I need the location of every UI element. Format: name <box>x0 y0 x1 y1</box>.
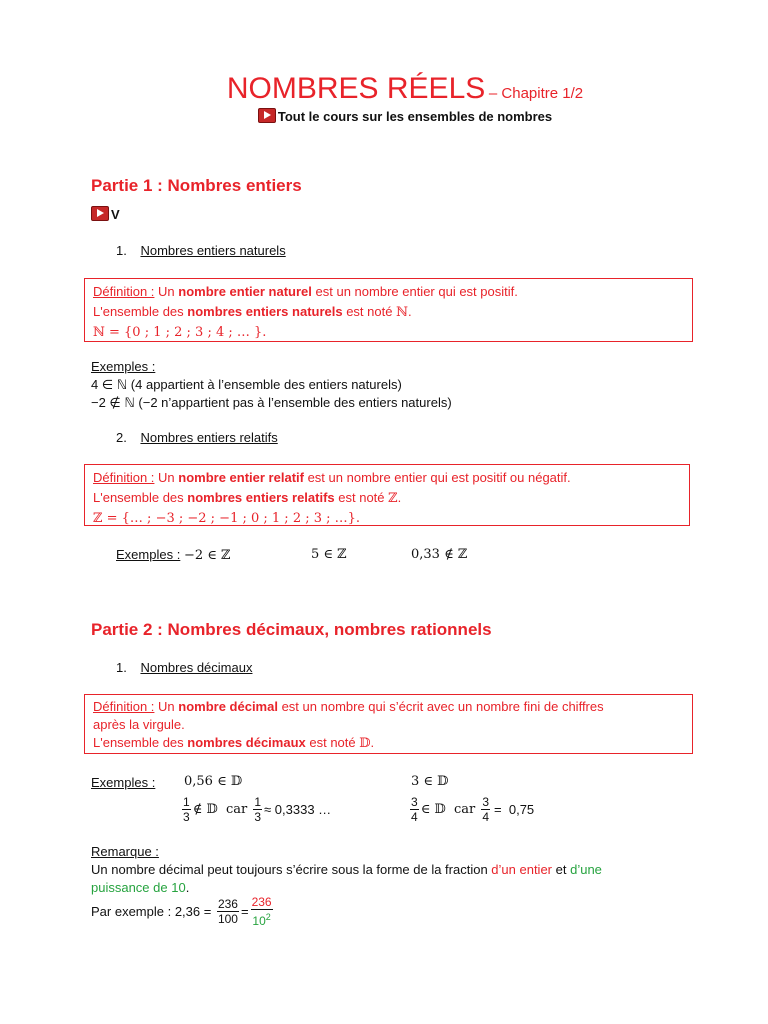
video-letter: V <box>111 207 120 222</box>
section-title: Nombres décimaux <box>140 660 253 675</box>
youtube-play-icon[interactable] <box>258 108 276 123</box>
part2-title: Partie 2 : Nombres décimaux, nombres rationnels <box>91 620 492 639</box>
definition-box <box>84 694 693 754</box>
fraction: $\frac{236}{10^2}$ <box>251 895 272 928</box>
remark-block <box>91 843 602 897</box>
definition-label: Définition : <box>93 470 155 485</box>
section-title: Nombres entiers naturels <box>140 243 286 258</box>
title-main: NOMBRES RÉELS <box>226 72 486 105</box>
course-link[interactable] <box>0 108 768 124</box>
definition-label: Définition : <box>93 699 155 714</box>
section-heading <box>116 430 278 445</box>
remark-example: Par exemple : 2,36 = $\frac{236}{100}$ = $\frac{236}{10^2}$ <box>91 895 272 928</box>
examples-label: Exemples : <box>116 547 181 562</box>
fraction: $\frac{236}{100}$ <box>217 897 238 926</box>
part1-video-link[interactable] <box>91 206 120 222</box>
definition-line: Définition : Un nombre entier relatif est un nombre entier qui est positif ou négatif. <box>93 470 571 485</box>
definition-line: après la virgule. <box>93 717 185 732</box>
example-item: −2 ∈ ℤ <box>183 548 231 563</box>
fraction: $\frac{1}{3}$ <box>254 795 262 824</box>
part1-title: Partie 1 : Nombres entiers <box>91 176 302 195</box>
definition-line: L'ensemble des nombres décimaux est noté 𝔻. <box>93 735 375 751</box>
definition-line: Définition : Un nombre entier naturel est un nombre entier qui est positif. <box>93 284 518 299</box>
example-item: 0,56 ∈ 𝔻 <box>184 774 243 789</box>
page-title <box>0 72 768 106</box>
examples-inline <box>116 547 230 563</box>
example-item: 0,33 ∉ ℤ <box>411 547 468 562</box>
definition-box <box>84 464 690 526</box>
section-number: 1. <box>116 660 127 675</box>
examples-label: Exemples : <box>91 775 156 790</box>
examples-block <box>91 358 452 412</box>
remark-line: Un nombre décimal peut toujours s’écrire sous la forme de la fraction d’un entier et d’une <box>91 862 602 877</box>
examples-label: Exemples : <box>91 359 156 374</box>
section-heading <box>116 660 252 675</box>
definition-line: L'ensemble des nombres entiers naturels est noté ℕ. <box>93 304 412 320</box>
definition-box <box>84 278 693 342</box>
section-number: 2. <box>116 430 127 445</box>
fraction: $\frac{1}{3}$ <box>183 795 190 824</box>
definition-label: Définition : <box>93 284 155 299</box>
example-item: 3 ∈ 𝔻 <box>411 774 449 789</box>
remark-label: Remarque : <box>91 844 159 859</box>
definition-line: ℕ = {0 ; 1 ; 2 ; 3 ; 4 ; … }. <box>93 325 267 340</box>
section-number: 1. <box>116 243 127 258</box>
section-heading <box>116 243 286 258</box>
example-fraction-line: $\frac{3}{4}$ ∈ 𝔻 car $\frac{3}{4}$ = 0,75 <box>411 795 535 824</box>
example-item: 5 ∈ ℤ <box>311 547 347 562</box>
definition-line: L'ensemble des nombres entiers relatifs est noté ℤ. <box>93 490 402 506</box>
example-line: 4 ∈ ℕ (4 appartient à l’ensemble des entiers naturels) <box>91 377 402 392</box>
title-chapter: – Chapitre 1/2 <box>488 85 584 102</box>
definition-line: Définition : Un nombre décimal est un nombre qui s’écrit avec un nombre fini de chiffres <box>93 699 604 714</box>
example-fraction-line: $\frac{1}{3}$ ∉ 𝔻 car $\frac{1}{3}$ ≈ 0,3333 … <box>183 795 332 824</box>
course-link-text[interactable]: Tout le cours sur les ensembles de nombres <box>277 109 553 124</box>
fraction: $\frac{3}{4}$ <box>482 795 490 824</box>
youtube-play-icon[interactable] <box>91 206 109 221</box>
definition-line: ℤ = {… ; −3 ; −2 ; −1 ; 0 ; 1 ; 2 ; 3 ; …}. <box>93 511 361 526</box>
fraction: $\frac{3}{4}$ <box>411 795 418 824</box>
section-title: Nombres entiers relatifs <box>140 430 278 445</box>
example-line: −2 ∉ ℕ (−2 n’appartient pas à l’ensemble des entiers naturels) <box>91 395 452 410</box>
remark-line: puissance de 10. <box>91 880 190 895</box>
